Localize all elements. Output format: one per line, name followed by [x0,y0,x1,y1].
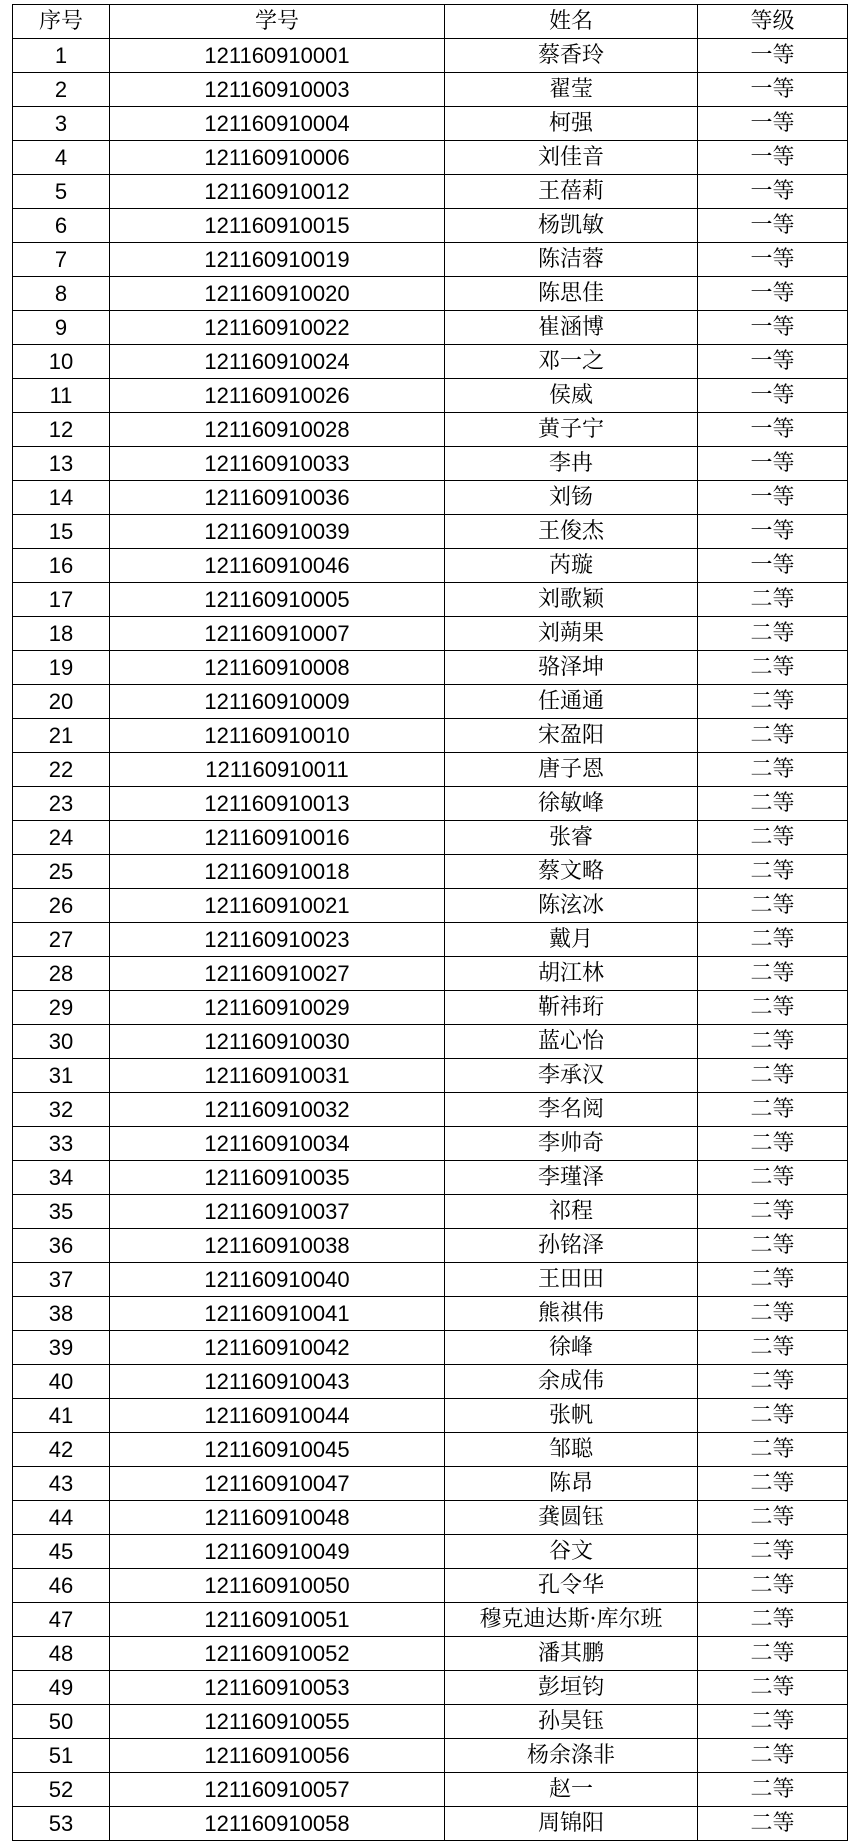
cell-name: 李冉 [445,447,698,481]
table-row [13,345,848,379]
cell-level: 二等 [698,1603,848,1637]
cell-index: 50 [13,1705,110,1739]
cell-level: 一等 [698,413,848,447]
cell-level: 二等 [698,685,848,719]
cell-name: 陈洁蓉 [445,243,698,277]
cell-student-id: 121160910058 [110,1807,445,1841]
cell-index: 35 [13,1195,110,1229]
cell-level: 一等 [698,243,848,277]
cell-student-id: 121160910033 [110,447,445,481]
cell-student-id: 121160910012 [110,175,445,209]
cell-index: 22 [13,753,110,787]
cell-index: 2 [13,73,110,107]
cell-level: 二等 [698,1399,848,1433]
table-row [13,1059,848,1093]
cell-level: 二等 [698,855,848,889]
cell-student-id: 121160910005 [110,583,445,617]
cell-student-id: 121160910007 [110,617,445,651]
table-row [13,413,848,447]
cell-index: 1 [13,39,110,73]
cell-index: 52 [13,1773,110,1807]
cell-index: 46 [13,1569,110,1603]
table-row [13,311,848,345]
cell-name: 祁程 [445,1195,698,1229]
cell-level: 二等 [698,1161,848,1195]
cell-name: 柯强 [445,107,698,141]
cell-name: 靳祎珩 [445,991,698,1025]
cell-student-id: 121160910043 [110,1365,445,1399]
cell-index: 26 [13,889,110,923]
cell-name: 蔡文略 [445,855,698,889]
table-row [13,1025,848,1059]
cell-index: 7 [13,243,110,277]
table-row [13,515,848,549]
cell-level: 一等 [698,39,848,73]
cell-level: 二等 [698,753,848,787]
cell-name: 刘歌颖 [445,583,698,617]
table-row [13,447,848,481]
cell-index: 19 [13,651,110,685]
cell-index: 33 [13,1127,110,1161]
cell-student-id: 121160910036 [110,481,445,515]
cell-level: 二等 [698,1331,848,1365]
cell-student-id: 121160910024 [110,345,445,379]
cell-level: 二等 [698,1705,848,1739]
cell-level: 二等 [698,1739,848,1773]
table-row [13,141,848,175]
cell-level: 一等 [698,345,848,379]
cell-index: 27 [13,923,110,957]
cell-student-id: 121160910027 [110,957,445,991]
cell-index: 49 [13,1671,110,1705]
table-row [13,1229,848,1263]
cell-index: 24 [13,821,110,855]
cell-student-id: 121160910011 [110,753,445,787]
cell-index: 29 [13,991,110,1025]
table-row [13,1603,848,1637]
cell-student-id: 121160910020 [110,277,445,311]
cell-level: 二等 [698,1807,848,1841]
cell-index: 23 [13,787,110,821]
cell-level: 二等 [698,1195,848,1229]
cell-name: 崔涵博 [445,311,698,345]
cell-student-id: 121160910031 [110,1059,445,1093]
table-row [13,1739,848,1773]
table-row [13,923,848,957]
cell-index: 45 [13,1535,110,1569]
cell-name: 陈思佳 [445,277,698,311]
cell-level: 二等 [698,957,848,991]
cell-level: 二等 [698,1093,848,1127]
cell-index: 51 [13,1739,110,1773]
table-row [13,957,848,991]
cell-index: 13 [13,447,110,481]
table-row [13,1297,848,1331]
cell-student-id: 121160910010 [110,719,445,753]
cell-name: 徐敏峰 [445,787,698,821]
cell-student-id: 121160910022 [110,311,445,345]
table-row [13,1807,848,1841]
cell-name: 龚圆钰 [445,1501,698,1535]
cell-student-id: 121160910003 [110,73,445,107]
cell-student-id: 121160910009 [110,685,445,719]
cell-student-id: 121160910047 [110,1467,445,1501]
header-name: 姓名 [445,5,698,39]
cell-name: 周锦阳 [445,1807,698,1841]
table-row [13,1263,848,1297]
cell-name: 王俊杰 [445,515,698,549]
table-header [13,5,848,39]
cell-student-id: 121160910028 [110,413,445,447]
table-row [13,107,848,141]
header-student-id: 学号 [110,5,445,39]
cell-level: 二等 [698,1637,848,1671]
cell-level: 二等 [698,889,848,923]
cell-name: 刘蒴果 [445,617,698,651]
cell-index: 11 [13,379,110,413]
table-row [13,991,848,1025]
table-row [13,855,848,889]
cell-level: 一等 [698,277,848,311]
cell-level: 二等 [698,1263,848,1297]
cell-index: 38 [13,1297,110,1331]
cell-level: 二等 [698,651,848,685]
cell-level: 二等 [698,719,848,753]
cell-name: 翟莹 [445,73,698,107]
student-roster-table [12,4,848,1841]
cell-name: 陈泫冰 [445,889,698,923]
cell-student-id: 121160910004 [110,107,445,141]
cell-level: 一等 [698,379,848,413]
table-row [13,277,848,311]
cell-name: 潘其鹏 [445,1637,698,1671]
cell-student-id: 121160910052 [110,1637,445,1671]
cell-name: 谷文 [445,1535,698,1569]
cell-student-id: 121160910032 [110,1093,445,1127]
cell-index: 12 [13,413,110,447]
table-row [13,1195,848,1229]
cell-level: 二等 [698,1535,848,1569]
cell-name: 任通通 [445,685,698,719]
cell-student-id: 121160910057 [110,1773,445,1807]
cell-index: 28 [13,957,110,991]
table-row [13,243,848,277]
cell-level: 二等 [698,1433,848,1467]
table-body [13,39,848,1841]
cell-level: 一等 [698,311,848,345]
table-row [13,1093,848,1127]
cell-name: 黄子宁 [445,413,698,447]
table-row [13,1399,848,1433]
cell-level: 一等 [698,141,848,175]
cell-index: 9 [13,311,110,345]
cell-student-id: 121160910048 [110,1501,445,1535]
cell-index: 14 [13,481,110,515]
table-row [13,481,848,515]
cell-student-id: 121160910019 [110,243,445,277]
cell-index: 25 [13,855,110,889]
cell-index: 47 [13,1603,110,1637]
cell-student-id: 121160910042 [110,1331,445,1365]
table-row [13,549,848,583]
cell-level: 二等 [698,1059,848,1093]
cell-student-id: 121160910026 [110,379,445,413]
table-row [13,617,848,651]
cell-level: 二等 [698,583,848,617]
table-row [13,753,848,787]
cell-level: 一等 [698,447,848,481]
cell-index: 36 [13,1229,110,1263]
cell-level: 二等 [698,1127,848,1161]
cell-student-id: 121160910008 [110,651,445,685]
table-row [13,1569,848,1603]
cell-index: 17 [13,583,110,617]
cell-name: 孙铭泽 [445,1229,698,1263]
cell-student-id: 121160910053 [110,1671,445,1705]
table-row [13,1161,848,1195]
cell-student-id: 121160910001 [110,39,445,73]
cell-index: 53 [13,1807,110,1841]
table-row [13,1467,848,1501]
cell-index: 20 [13,685,110,719]
cell-student-id: 121160910037 [110,1195,445,1229]
cell-level: 二等 [698,1671,848,1705]
cell-student-id: 121160910038 [110,1229,445,1263]
cell-name: 王蓓莉 [445,175,698,209]
cell-name: 徐峰 [445,1331,698,1365]
cell-name: 刘钖 [445,481,698,515]
cell-name: 张睿 [445,821,698,855]
cell-name: 唐子恩 [445,753,698,787]
table-row [13,1501,848,1535]
cell-index: 44 [13,1501,110,1535]
table-row [13,583,848,617]
cell-name: 孙昊钰 [445,1705,698,1739]
cell-student-id: 121160910041 [110,1297,445,1331]
cell-index: 37 [13,1263,110,1297]
header-row [13,5,848,39]
cell-name: 胡江林 [445,957,698,991]
cell-name: 彭垣钧 [445,1671,698,1705]
cell-name: 芮璇 [445,549,698,583]
cell-student-id: 121160910055 [110,1705,445,1739]
cell-student-id: 121160910040 [110,1263,445,1297]
cell-index: 31 [13,1059,110,1093]
cell-level: 二等 [698,1773,848,1807]
table-row [13,1127,848,1161]
table-row [13,73,848,107]
table-row [13,821,848,855]
table-row [13,719,848,753]
cell-index: 48 [13,1637,110,1671]
cell-student-id: 121160910034 [110,1127,445,1161]
table-row [13,1773,848,1807]
cell-index: 5 [13,175,110,209]
cell-index: 39 [13,1331,110,1365]
cell-name: 蓝心怡 [445,1025,698,1059]
header-index: 序号 [13,5,110,39]
cell-name: 张帆 [445,1399,698,1433]
table-row [13,39,848,73]
cell-level: 一等 [698,209,848,243]
table-row [13,651,848,685]
cell-student-id: 121160910023 [110,923,445,957]
cell-level: 二等 [698,787,848,821]
table-row [13,175,848,209]
cell-level: 一等 [698,515,848,549]
cell-student-id: 121160910049 [110,1535,445,1569]
cell-student-id: 121160910046 [110,549,445,583]
cell-index: 41 [13,1399,110,1433]
cell-level: 二等 [698,1365,848,1399]
cell-name: 赵一 [445,1773,698,1807]
cell-level: 一等 [698,481,848,515]
cell-level: 一等 [698,107,848,141]
cell-student-id: 121160910050 [110,1569,445,1603]
cell-name: 熊祺伟 [445,1297,698,1331]
cell-student-id: 121160910021 [110,889,445,923]
cell-name: 杨余涤非 [445,1739,698,1773]
cell-student-id: 121160910045 [110,1433,445,1467]
table-row [13,379,848,413]
cell-name: 孔令华 [445,1569,698,1603]
cell-level: 二等 [698,1467,848,1501]
cell-name: 李瑾泽 [445,1161,698,1195]
table-row [13,685,848,719]
header-level: 等级 [698,5,848,39]
cell-index: 32 [13,1093,110,1127]
cell-name: 王田田 [445,1263,698,1297]
cell-level: 二等 [698,1229,848,1263]
table-row [13,1671,848,1705]
cell-index: 40 [13,1365,110,1399]
cell-student-id: 121160910051 [110,1603,445,1637]
cell-index: 6 [13,209,110,243]
cell-level: 一等 [698,549,848,583]
cell-index: 4 [13,141,110,175]
cell-level: 二等 [698,1569,848,1603]
cell-name: 李名阅 [445,1093,698,1127]
cell-level: 二等 [698,617,848,651]
cell-index: 16 [13,549,110,583]
cell-name: 杨凯敏 [445,209,698,243]
cell-level: 二等 [698,991,848,1025]
table-row [13,1365,848,1399]
cell-student-id: 121160910013 [110,787,445,821]
table-row [13,889,848,923]
cell-student-id: 121160910044 [110,1399,445,1433]
cell-name: 李帅奇 [445,1127,698,1161]
table-row [13,1637,848,1671]
cell-index: 34 [13,1161,110,1195]
table-row [13,1433,848,1467]
cell-name: 邓一之 [445,345,698,379]
cell-index: 42 [13,1433,110,1467]
cell-student-id: 121160910039 [110,515,445,549]
cell-level: 二等 [698,821,848,855]
cell-student-id: 121160910030 [110,1025,445,1059]
cell-index: 30 [13,1025,110,1059]
cell-student-id: 121160910029 [110,991,445,1025]
cell-student-id: 121160910056 [110,1739,445,1773]
cell-index: 8 [13,277,110,311]
table-row [13,787,848,821]
cell-index: 15 [13,515,110,549]
cell-index: 10 [13,345,110,379]
table-row [13,1535,848,1569]
table-row [13,1331,848,1365]
cell-level: 二等 [698,1025,848,1059]
cell-level: 二等 [698,1297,848,1331]
cell-name: 戴月 [445,923,698,957]
cell-student-id: 121160910015 [110,209,445,243]
table-row [13,209,848,243]
cell-level: 一等 [698,175,848,209]
cell-index: 21 [13,719,110,753]
cell-index: 43 [13,1467,110,1501]
cell-level: 一等 [698,73,848,107]
cell-name: 邹聪 [445,1433,698,1467]
cell-name: 余成伟 [445,1365,698,1399]
cell-level: 二等 [698,1501,848,1535]
cell-name: 刘佳音 [445,141,698,175]
cell-name: 骆泽坤 [445,651,698,685]
cell-student-id: 121160910016 [110,821,445,855]
cell-name: 穆克迪达斯·库尔班 [445,1603,698,1637]
cell-name: 侯威 [445,379,698,413]
cell-name: 宋盈阳 [445,719,698,753]
cell-index: 18 [13,617,110,651]
cell-student-id: 121160910018 [110,855,445,889]
cell-name: 李承汉 [445,1059,698,1093]
cell-student-id: 121160910035 [110,1161,445,1195]
table-row [13,1705,848,1739]
cell-name: 陈昂 [445,1467,698,1501]
cell-index: 3 [13,107,110,141]
cell-level: 二等 [698,923,848,957]
cell-name: 蔡香玲 [445,39,698,73]
cell-student-id: 121160910006 [110,141,445,175]
